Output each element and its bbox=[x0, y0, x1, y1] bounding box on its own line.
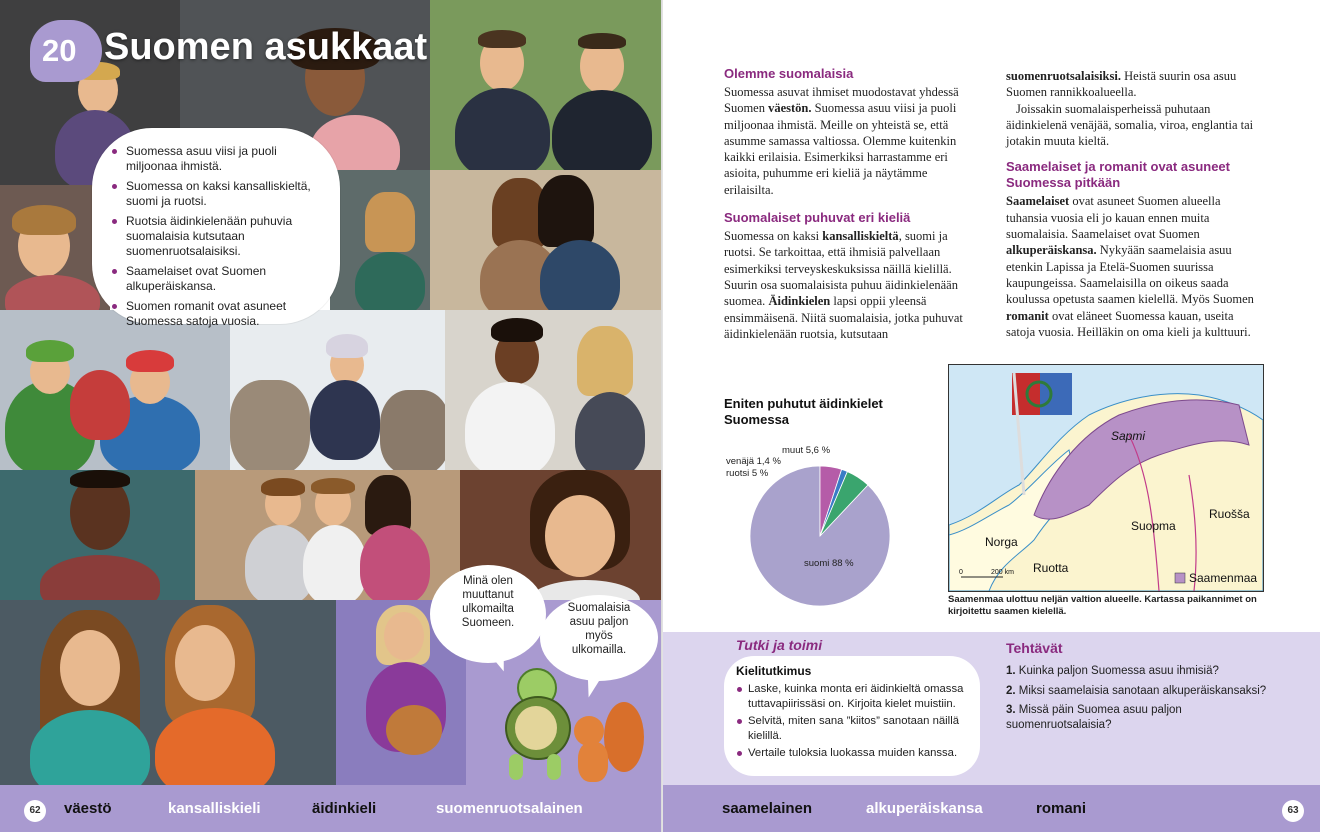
map-label-sapmi: Sapmi bbox=[1111, 429, 1146, 443]
pie-label-ruotsi: ruotsi 5 % bbox=[726, 468, 769, 479]
speech-text: Suomalaisia asuu paljon myös ulkomailla. bbox=[567, 602, 631, 656]
photo-three-kids-classroom bbox=[195, 470, 460, 600]
sapmi-map bbox=[948, 364, 1264, 592]
keyword: suomenruotsalainen bbox=[436, 800, 583, 817]
speech-text: Minä olen muuttanut ulkomailta Suomeen. bbox=[461, 575, 515, 629]
map-scale: 200 km bbox=[991, 569, 1014, 576]
map-label-ruotta: Ruotta bbox=[1033, 561, 1069, 575]
page-number-right: 63 bbox=[1282, 800, 1304, 822]
chapter-title: Suomen asukkaat bbox=[104, 26, 428, 68]
tutki-list bbox=[736, 682, 970, 761]
photo-two-girls-backpacks bbox=[0, 600, 336, 785]
summary-list bbox=[110, 144, 326, 329]
page-number-left: 62 bbox=[24, 800, 46, 822]
chapter-number: 20 bbox=[42, 33, 77, 68]
photo-reindeer bbox=[230, 310, 445, 470]
squirrel-illustration bbox=[568, 702, 648, 786]
map-scale-zero: 0 bbox=[959, 569, 963, 576]
summary-item: Suomessa asuu viisi ja puoli miljoonaa ihmistä. bbox=[120, 144, 326, 174]
tutki-box bbox=[724, 656, 980, 776]
section-paragraph: Joissakin suomalaisperheissä puhutaan äidinkielenä venäjää, somalia, viroa, englantia tai jotakin muuta kieltä. bbox=[1006, 101, 1254, 149]
summary-item: Suomessa on kaksi kansalliskieltä, suomi ja ruotsi. bbox=[120, 179, 326, 209]
photo-two-girls bbox=[430, 170, 663, 310]
tutki-title: Tutki ja toimi bbox=[736, 637, 823, 653]
photo-girls-studying bbox=[445, 310, 663, 470]
keyword: äidinkieli bbox=[312, 800, 377, 817]
section-paragraph: Suomessa on kaksi kansalliskieltä, suomi ja ruotsi. Se tarkoittaa, että ihmisiä palvellaan esimerkiksi terveyskeskuksissa näillä kielillä. Suurin osa suomalaisista puhuu äidinkielenään suomea. Äidinkielen lapsi oppii yleensä ensimmäisenä. Niitä suomalaisia, jotka puhuvat äidinkielenään ruotsia, kutsutaan bbox=[724, 229, 963, 341]
section-paragraph: suomenruotsalaisiksi. Heistä suurin osa asuu Suomen rannikkoalueella. bbox=[1006, 69, 1237, 100]
tehtava-item: 2. Miksi saamelaisia sanotaan alkuperäiskansaksi? bbox=[1006, 684, 1267, 697]
pie-label-muut: muut 5,6 % bbox=[782, 445, 831, 456]
section-heading: Olemme suomalaisia bbox=[724, 66, 854, 81]
photo-winter-kids bbox=[0, 310, 230, 470]
pie-label-venaja: venäjä 1,4 % bbox=[726, 456, 781, 467]
map-graphic bbox=[949, 365, 1263, 591]
summary-item: Saamelaiset ovat Suomen alkuperäiskansa. bbox=[120, 264, 326, 294]
column-right bbox=[1006, 68, 1262, 340]
tutki-item: Vertaile tuloksia luokassa muiden kanssa. bbox=[748, 746, 970, 761]
tutki-item: Laske, kuinka monta eri äidinkieltä omassa tuttavapiirissäsi on. Kirjoita kielet muistiin. bbox=[748, 682, 970, 711]
keyword: alkuperäiskansa bbox=[866, 800, 983, 817]
tehtava-item: 1. Kuinka paljon Suomessa asuu ihmisiä? bbox=[1006, 665, 1219, 677]
map-legend: Saamenmaa bbox=[1189, 571, 1258, 585]
pie-chart bbox=[750, 466, 890, 606]
tehtavat-title: Tehtävät bbox=[1006, 640, 1063, 656]
keyword: väestö bbox=[64, 800, 112, 817]
map-label-suopma: Suopma bbox=[1131, 519, 1176, 533]
section-heading: Saamelaiset ja romanit ovat asuneet Suomessa pitkään bbox=[1006, 159, 1230, 191]
speech-bubble-immigrant bbox=[430, 565, 546, 663]
tutki-item: Selvitä, miten sana ”kiitos” sanotaan näillä kielillä. bbox=[748, 714, 970, 743]
map-caption: Saamenmaa ulottuu neljän valtion alueelle. Kartassa paikannimet on kirjoitettu saamen kielellä. bbox=[948, 594, 1257, 617]
speech-bubble-abroad bbox=[540, 595, 658, 681]
summary-bubble bbox=[92, 128, 340, 328]
photo-girl-scarf bbox=[330, 170, 430, 310]
section-paragraph: Saamelaiset ovat asuneet Suomen alueella tuhansia vuosia eli jo kauan ennen muita suomalaisia. Saamelaiset ovat Suomen alkuperäiskansa. Nykyään saamelaisia asuu etenkin Lapissa ja Etelä-Suomen suurissa kaupungeissa. Saamelaisilla on oikeus saada koulussa opetusta saamen kielellä. Myös Suomen romanit ovat eläneet Suomessa kauan, useita satoja vuosia. Heilläkin on oma kieli ja kulttuuri. bbox=[1006, 194, 1254, 339]
photo-two-boys bbox=[430, 0, 663, 170]
tehtava-item: 3. Missä päin Suomea asuu paljon suomenruotsalaisia? bbox=[1006, 704, 1182, 731]
tutki-subtitle: Kielitutkimus bbox=[736, 664, 812, 678]
column-left bbox=[724, 66, 980, 342]
map-label-ruossa: Ruošša bbox=[1209, 507, 1250, 521]
keyword: romani bbox=[1036, 800, 1087, 817]
pie-label-suomi: suomi 88 % bbox=[804, 558, 854, 569]
section-heading: Suomalaiset puhuvat eri kieliä bbox=[724, 210, 911, 226]
map-label-norga: Norga bbox=[985, 535, 1018, 549]
summary-item: Suomen romanit ovat asuneet Suomessa satoja vuosia. bbox=[120, 299, 326, 329]
keyword: saamelainen bbox=[722, 800, 813, 817]
keyword: kansalliskieli bbox=[168, 800, 261, 817]
summary-item: Ruotsia äidinkielenään puhuvia suomalaisia kutsutaan suomenruotsalaisiksi. bbox=[120, 214, 326, 259]
section-paragraph: Suomessa asuvat ihmiset muodostavat yhdessä Suomen väestön. Suomessa asuu viisi ja puoli miljoonaa ihmistä. Meille on yhteistä se, että asumme samassa valtiossa. Olemme kuitenkin kaikki erilaisia. Esimerkiksi harrastamme eri asioita, puhumme eri kieliä ja näytämme erilaisilta. bbox=[724, 85, 959, 197]
tehtavat-list bbox=[1006, 664, 1276, 737]
photo-boy-portrait bbox=[0, 470, 195, 600]
chart-title: Eniten puhutut äidinkielet Suomessa bbox=[724, 396, 883, 427]
